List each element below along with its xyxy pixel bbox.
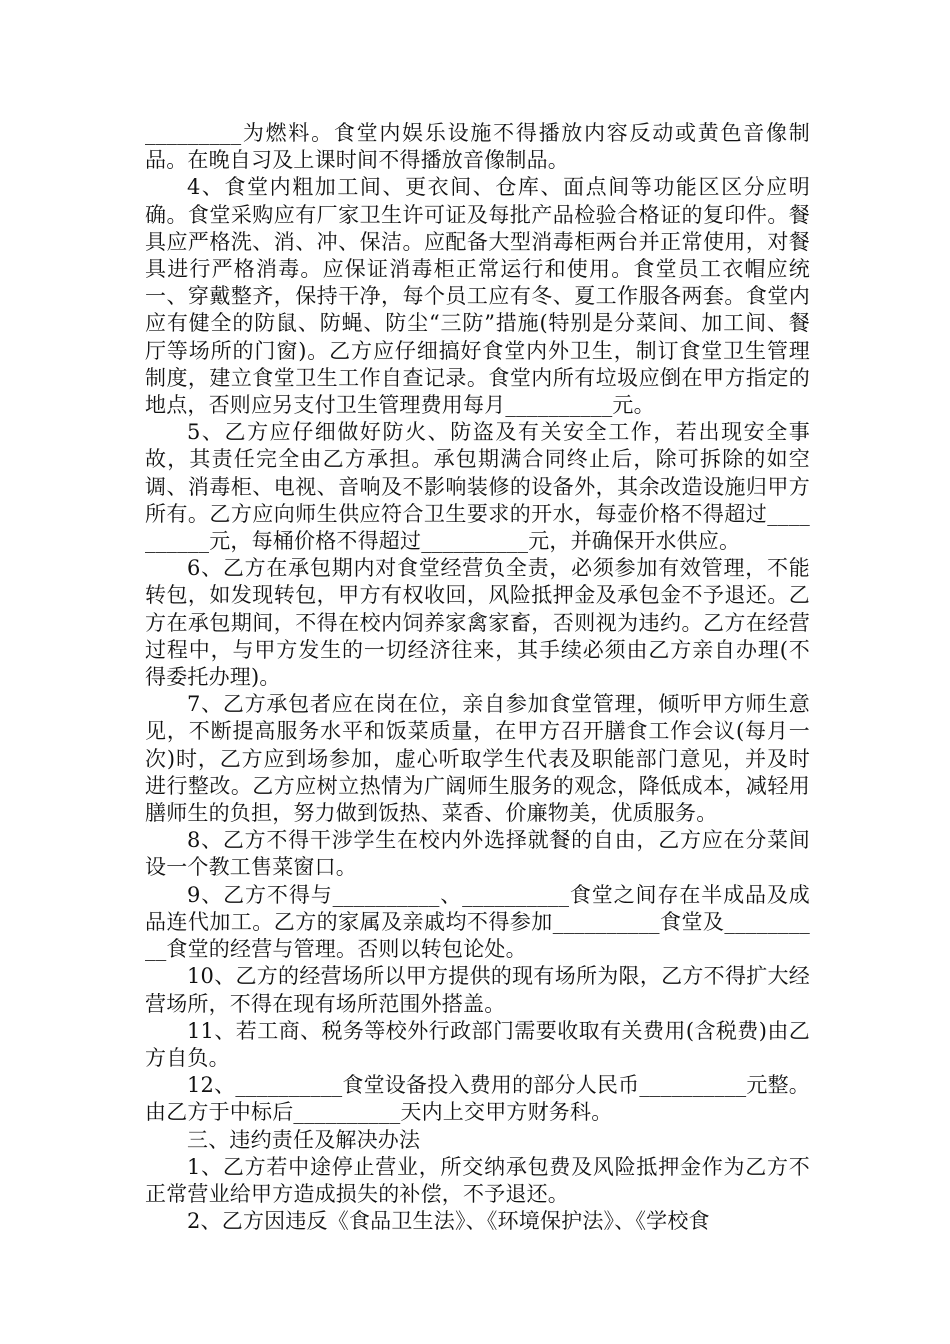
paragraph-1: _________为燃料。食堂内娱乐设施不得播放内容反动或黄色音像制品。在晚自习及上课时间不得播放音像制品。 [145, 121, 810, 173]
paragraph-4: 6、乙方在承包期内对食堂经营负全责，必须参加有效管理，不能转包，如发现转包，甲方有权收回，风险抵押金及承包金不予退还。乙方在承包期间，不得在校内饲养家禽家畜，否则视为违约。乙方在经营过程中，与甲方发生的一切经济往来，其手续必须由乙方亲自办理(不得委托办理)。 [145, 556, 810, 690]
paragraph-2: 4、食堂内粗加工间、更衣间、仓库、面点间等功能区区分应明确。食堂采购应有厂家卫生许可证及每批产品检验合格证的复印件。餐具应严格洗、消、冲、保洁。应配备大型消毒柜两台并正常使用，对餐具进行严格消毒。应保证消毒柜正常运行和使用。食堂员工衣帽应统一、穿戴整齐，保持干净，每个员工应有冬、夏工作服各两套。食堂内应有健全的防鼠、防蝇、防尘“三防”措施(特别是分菜间、加工间、餐厅等场所的门窗)。乙方应仔细搞好食堂内外卫生，制订食堂卫生管理制度，建立食堂卫生工作自查记录。食堂内所有垃圾应倒在甲方指定的地点，否则应另支付卫生管理费用每月__________元。 [145, 175, 810, 418]
paragraph-12: 2、乙方因违反《食品卫生法》、《环境保护法》、《学校食 [187, 1209, 710, 1234]
paragraph-10: 12、__________食堂设备投入费用的部分人民币__________元整。由乙方于中标后__________天内上交甲方财务科。 [145, 1073, 810, 1125]
section-heading-breach: 三、违约责任及解决办法 [187, 1127, 421, 1152]
paragraph-8: 10、乙方的经营场所以甲方提供的现有场所为限，乙方不得扩大经营场所，不得在现有场所范围外搭盖。 [145, 964, 810, 1016]
paragraph-3: 5、乙方应仔细做好防火、防盗及有关安全工作，若出现安全事故，其责任完全由乙方承担。承包期满合同终止后，除可拆除的如空调、消毒柜、电视、音响及不影响装修的设备外，其余改造设施归甲方所有。乙方应向师生供应符合卫生要求的开水，每壶价格不得超过__________元，每桶价格不得超过__________元，并确保开水供应。 [145, 420, 810, 554]
paragraph-6: 8、乙方不得干涉学生在校内外选择就餐的自由，乙方应在分菜间设一个教工售菜窗口。 [145, 828, 810, 880]
paragraph-11: 1、乙方若中途停止营业，所交纳承包费及风险抵押金作为乙方不正常营业给甲方造成损失的补偿，不予退还。 [145, 1154, 810, 1206]
document-page [145, 120, 810, 1235]
paragraph-7: 9、乙方不得与__________、__________食堂之间存在半成品及成品连代加工。乙方的家属及亲戚均不得参加__________食堂及__________食堂的经营与管理。否则以转包论处。 [145, 882, 810, 962]
paragraph-9: 11、若工商、税务等校外行政部门需要收取有关费用(含税费)由乙方自负。 [145, 1018, 810, 1070]
paragraph-5: 7、乙方承包者应在岗在位，亲自参加食堂管理，倾听甲方师生意见，不断提高服务水平和饭菜质量，在甲方召开膳食工作会议(每月一次)时，乙方应到场参加，虚心听取学生代表及职能部门意见，并及时进行整改。乙方应树立热情为广阔师生服务的观念，降低成本，减轻用膳师生的负担，努力做到饭热、菜香、价廉物美，优质服务。 [145, 692, 810, 826]
